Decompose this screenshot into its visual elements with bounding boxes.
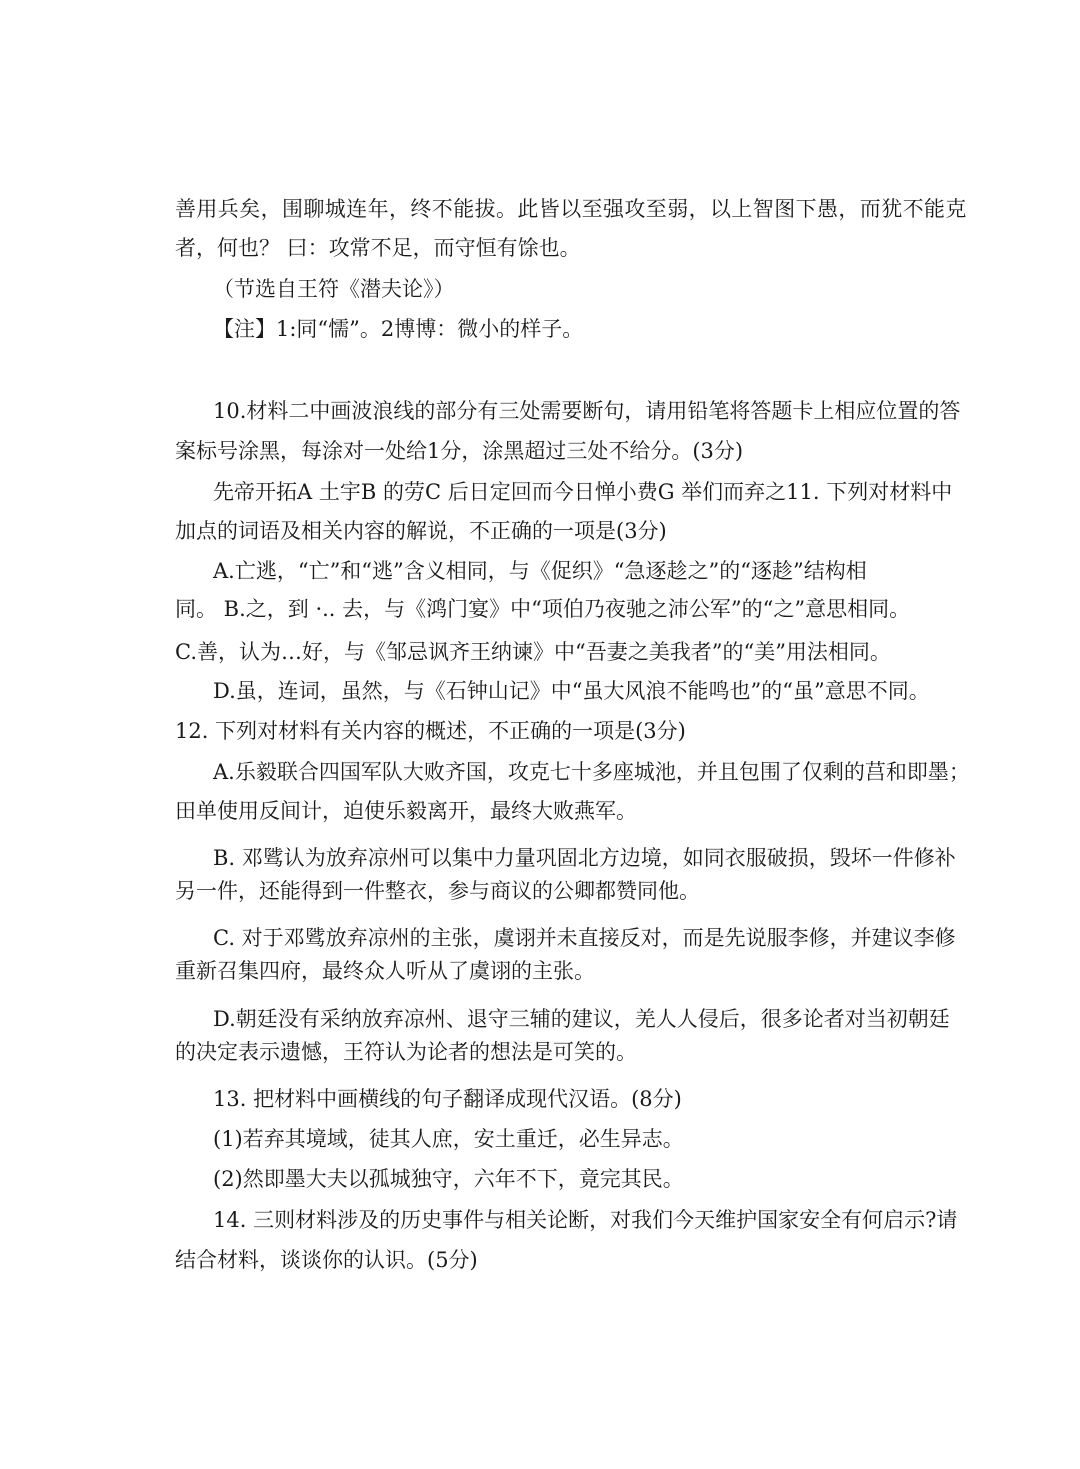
passage-line: 者，何也？ 曰：攻常不足，而守恒有馀也。 [175,236,581,260]
question-12-stem: 12. 下列对材料有关内容的概述，不正确的一项是(3分) [175,719,686,743]
q11-option-b: 同。 B.之，到 ·.. 去，与《鸿门宴》中“项伯乃夜驰之沛公军”的“之”意思相同。 [175,597,911,621]
question-13-stem: 13. 把材料中画横线的句子翻译成现代汉语。(8分) [213,1087,682,1111]
q13-sentence-2: (2)然即墨大夫以孤城独守，六年不下，竟完其民。 [213,1167,684,1191]
q11-option-a: A.亡逃，“亡”和“逃”含义相同，与《促织》“急逐趁之”的“逐趁”结构相 [213,559,867,583]
question-10-line: 10.材料二中画波浪线的部分有三处需要断句，请用铅笔将答题卡上相应位置的答 [213,399,961,423]
q12-option-d: 的决定表示遗憾，王符认为论者的想法是可笑的。 [175,1040,637,1064]
question-10-line: 案标号涂黑，每涂对一处给1分，涂黑超过三处不给分。(3分) [175,439,744,463]
passage-line: 善用兵矣，围聊城连年，终不能拔。此皆以至强攻至弱，以上智图下愚，而犹不能克 [175,197,967,221]
q12-option-c: 重新召集四府，最终众人听从了虞诩的主张。 [175,959,595,983]
q11-option-d: D.虽，连词，虽然，与《石钟山记》中“虽大风浪不能鸣也”的“虽”意思不同。 [213,679,930,703]
q11-option-c: C.善，认为…好，与《邹忌讽齐王纳谏》中“吾妻之美我者”的“美”用法相同。 [175,640,891,664]
q12-option-b: B. 邓骘认为放弃凉州可以集中力量巩固北方边境，如同衣服破损，毁坏一件修补 [213,846,956,870]
q12-option-a: 田单使用反间计，迫使乐毅离开，最终大败燕军。 [175,799,637,823]
passage-source: （节选自王符《潜夫论》） [213,277,455,301]
passage-note: 【注】1:同“懦”。2博博：微小的样子。 [213,317,584,341]
question-14-line: 14. 三则材料涉及的历史事件与相关论断，对我们今天维护国家安全有何启示?请 [213,1208,958,1232]
question-11-stem: 加点的词语及相关内容的解说，不正确的一项是(3分) [175,519,667,543]
question-14-line: 结合材料，谈谈你的认识。(5分) [175,1248,478,1272]
question-10-line: 先帝开拓A 土宇B 的劳C 后日定回而今日惮小费G 举们而弃之11. 下列对材料中 [213,480,953,504]
q13-sentence-1: (1)若弃其境域，徒其人庶，安土重迁，必生异志。 [213,1127,684,1151]
q12-option-d: D.朝廷没有采纳放弃凉州、退守三辅的建议，羌人人侵后，很多论者对当初朝廷 [213,1007,950,1031]
q12-option-a: A.乐毅联合四国军队大败齐国，攻克七十多座城池，并且包围了仅剩的莒和即墨； [213,760,970,784]
q12-option-c: C. 对于邓骘放弃凉州的主张，虞诩并未直接反对，而是先说服李修，并建议李修 [213,926,956,950]
q12-option-b: 另一件，还能得到一件整衣，参与商议的公卿都赞同他。 [175,879,700,903]
